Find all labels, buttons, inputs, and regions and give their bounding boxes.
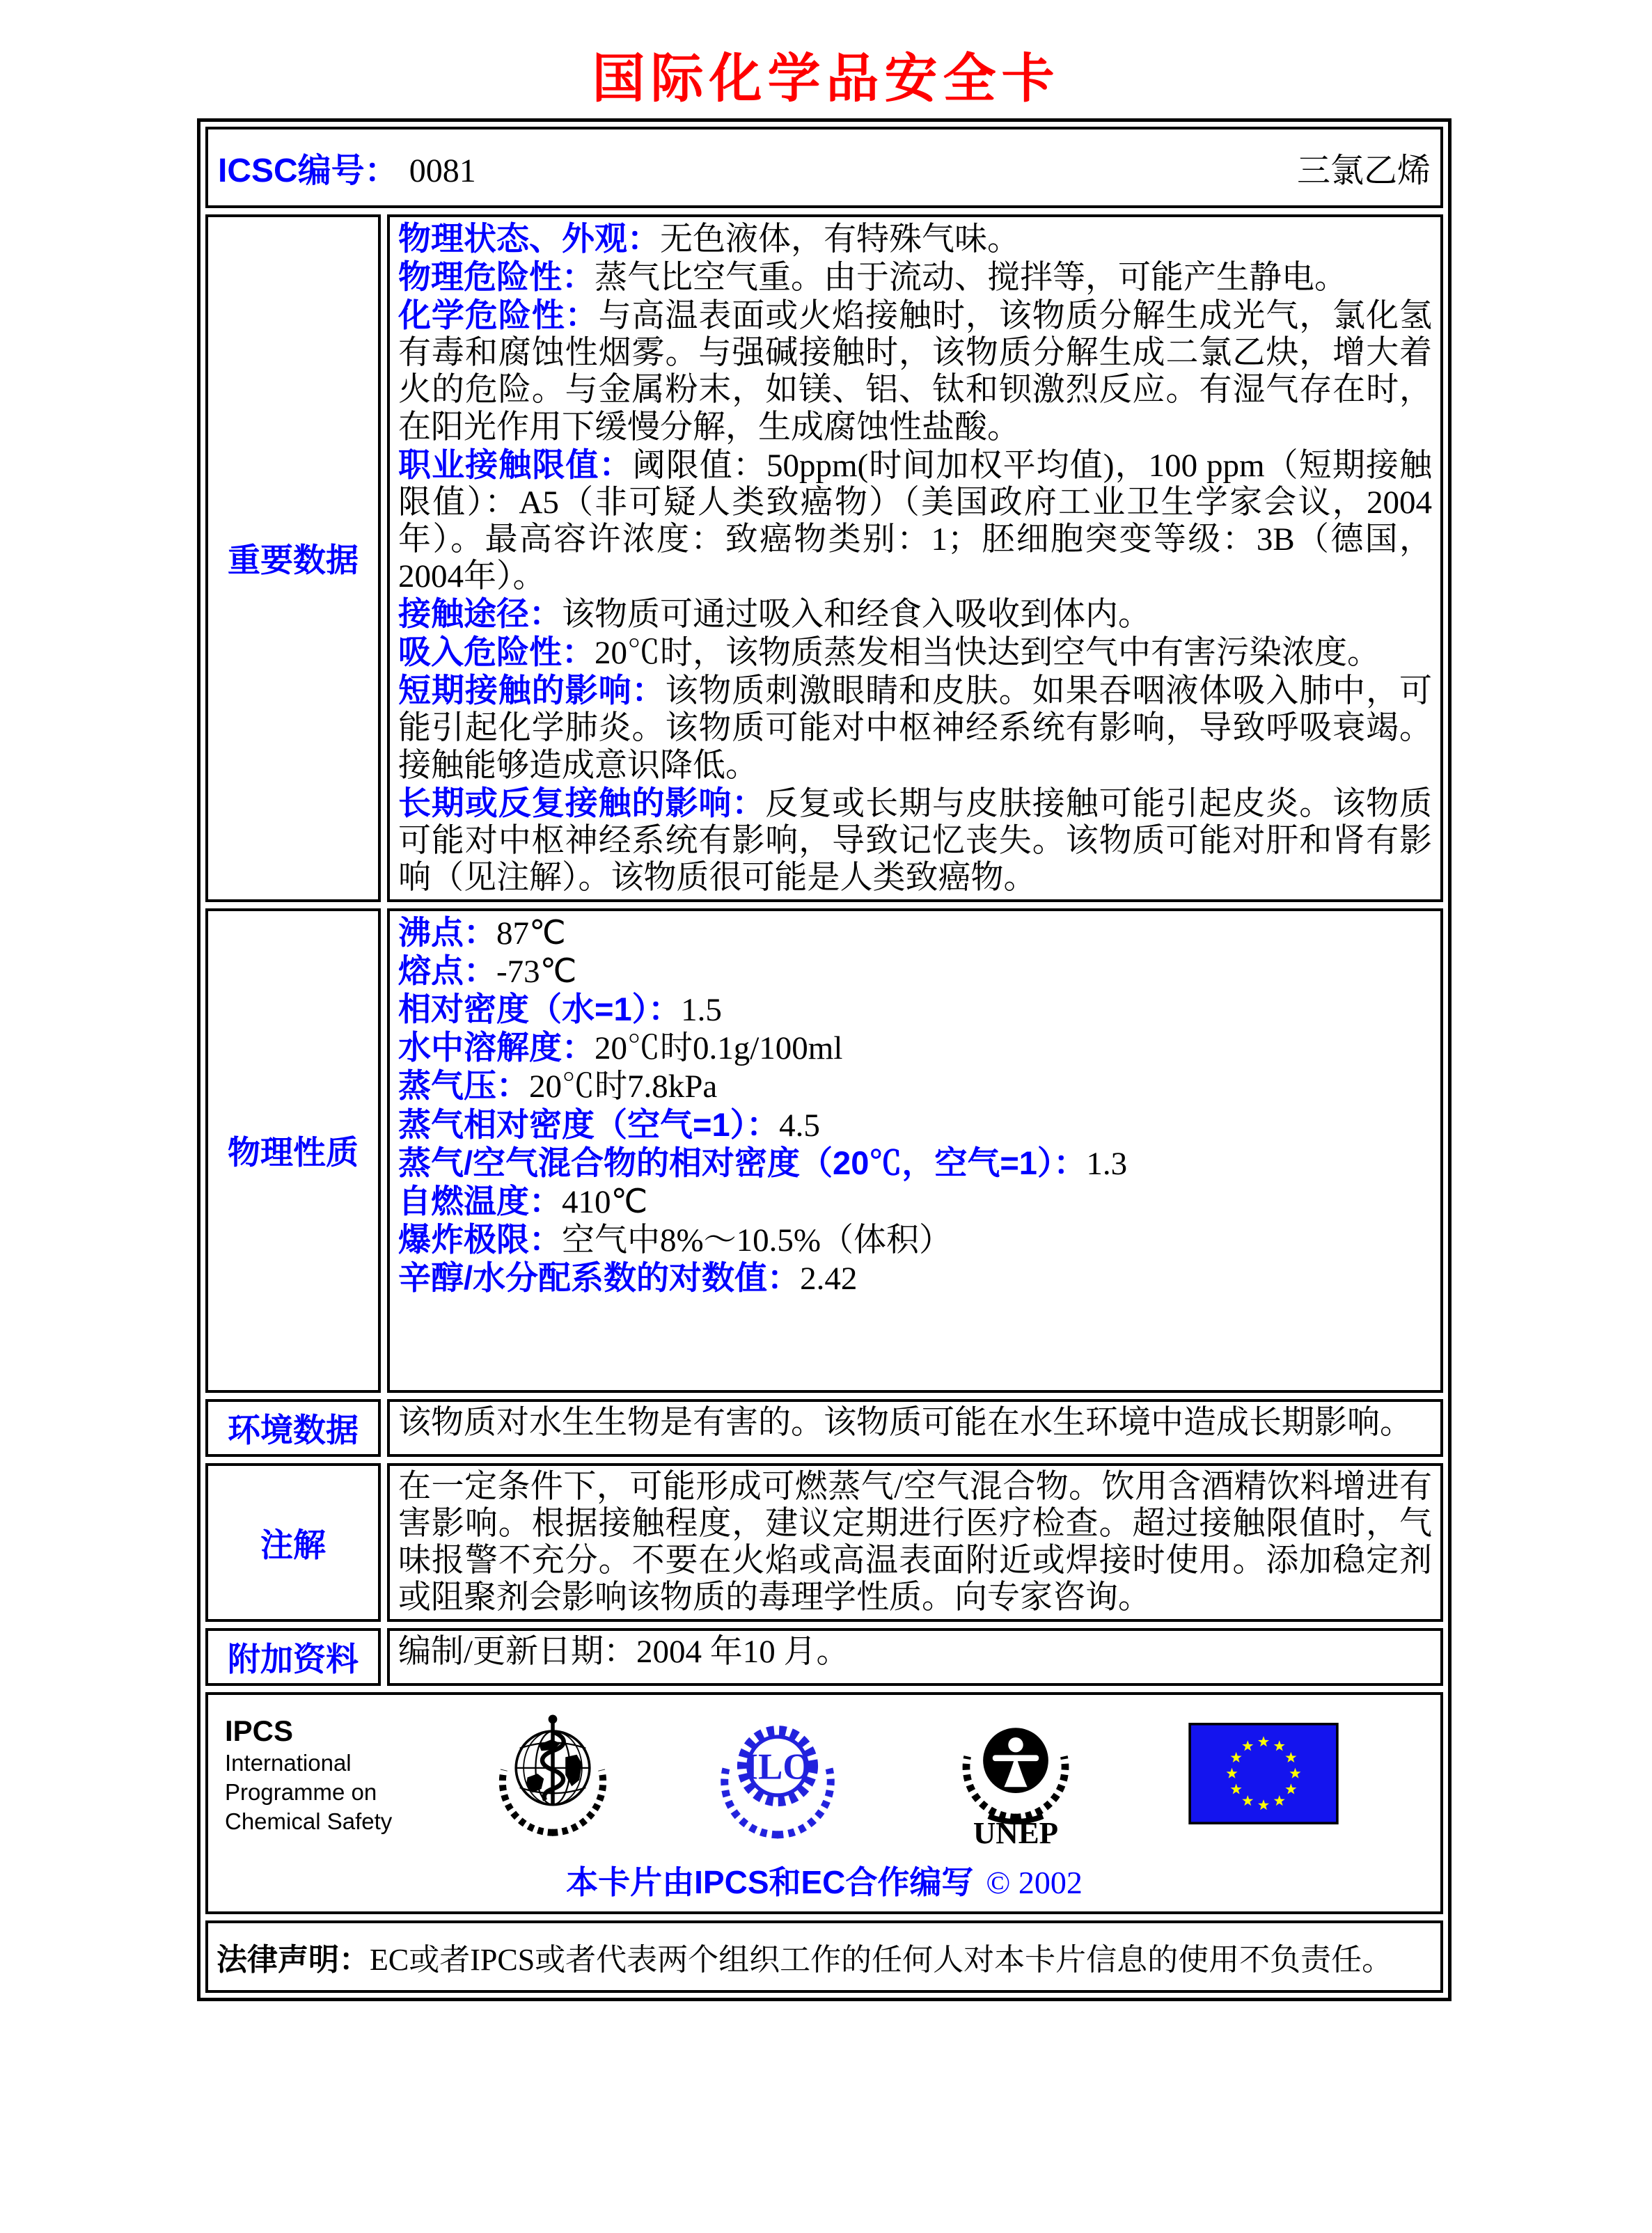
- field-chemical-dangers: 化学危险性：与高温表面或火焰接触时，该物质分解生成光气，氯化氢有毒和腐蚀性烟雾。与强碱接触时，该物质分解生成二氯乙炔，增大着火的危险。与金属粉末，如镁、铝、钛和钡激烈反应。有湿气存在时，在阳光作用下缓慢分解，生成腐蚀性盐酸。: [398, 297, 1433, 445]
- section-label-important-data: 重要数据: [205, 214, 381, 902]
- logos-row: [205, 1692, 1443, 1914]
- ipcs-line-2: Programme on: [225, 1778, 377, 1805]
- header-cell: [205, 127, 1443, 208]
- field-relative-density: 相对密度（水=1）：1.5: [398, 991, 722, 1029]
- section-row-additional-information: [205, 1628, 1443, 1686]
- field-auto-ignition-temperature: 自燃温度：410℃: [398, 1182, 648, 1220]
- legal-cell: [205, 1920, 1443, 1993]
- field-water-solubility: 水中溶解度：20℃时0.1g/100ml: [398, 1029, 843, 1067]
- section-content-additional-information: [387, 1628, 1443, 1686]
- section-label-notes: 注解: [205, 1463, 381, 1622]
- field-short-term-effects: 短期接触的影响：该物质刺激眼睛和皮肤。如果吞咽液体吸入肺中，可能引起化学肺炎。该物质可能对中枢神经系统有影响，导致呼吸衰竭。接触能够造成意识降低。: [398, 672, 1433, 784]
- credit-line: [221, 1857, 1428, 1903]
- icsc-number-value: 0081: [409, 152, 476, 189]
- unep-letters: UNEP: [973, 1815, 1058, 1851]
- field-physical-dangers: 物理危险性：蒸气比空气重。由于流动、搅拌等，可能产生静电。: [398, 258, 1347, 297]
- section-row-environmental-data: [205, 1399, 1443, 1457]
- field-octanol-water-partition: 辛醇/水分配系数的对数值：2.42: [398, 1258, 858, 1297]
- field-boiling-point: 沸点：87℃: [398, 913, 566, 952]
- section-label-environmental-data: 环境数据: [205, 1399, 381, 1457]
- section-content-environmental-data: [387, 1399, 1443, 1457]
- field-vapour-relative-density: 蒸气相对密度（空气=1）：4.5: [398, 1105, 820, 1144]
- field-explosive-limits: 爆炸极限：空气中8%～10.5%（体积）: [398, 1220, 952, 1258]
- section-label-physical-properties: 物理性质: [205, 908, 381, 1393]
- unep-logo: [940, 1707, 1092, 1850]
- ilo-letters: ILO: [744, 1746, 812, 1788]
- eu-flag: [1188, 1723, 1339, 1824]
- section-content-physical-properties: [387, 908, 1443, 1393]
- field-inhalation-risk: 吸入危险性：20℃时，该物质蒸发相当快达到空气中有害污染浓度。: [398, 633, 1380, 672]
- logos-strip: [221, 1705, 1428, 1850]
- environmental-data-text: 该物质对水生生物是有害的。该物质可能在水生环境中造成长期影响。: [398, 1404, 1413, 1441]
- icsc-table: [197, 118, 1452, 2001]
- ilo-logo: [713, 1707, 842, 1841]
- chemical-name: 三氯乙烯: [1296, 152, 1431, 189]
- ipcs-line-1: International: [225, 1749, 352, 1776]
- ipcs-logo: [225, 1707, 392, 1836]
- ipcs-acronym: IPCS: [225, 1714, 294, 1748]
- page-title: 国际化学品安全卡: [592, 50, 1060, 109]
- icsc-number-label: ICSC编号：: [218, 152, 398, 189]
- section-row-physical-properties: [205, 908, 1443, 1393]
- icsc-number-group: [218, 143, 476, 191]
- section-label-additional-information: 附加资料: [205, 1628, 381, 1686]
- additional-information-text: 编制/更新日期：2004 年10 月。: [398, 1634, 849, 1671]
- who-logo: [489, 1707, 616, 1841]
- field-vapour-pressure: 蒸气压：20℃时7.8kPa: [398, 1067, 718, 1105]
- field-occupational-exposure-limits: 职业接触限值：阈限值：50ppm(时间加权平均值)，100 ppm（短期接触限值）：A5（非可疑人类致癌物）（美国政府工业卫生学家会议，2004年）。最高容许浓度：致癌物类别：1；胚细胞突变等级：3B（德国，2004年）。: [398, 445, 1433, 594]
- field-long-term-effects: 长期或反复接触的影响：反复或长期与皮肤接触可能引起皮炎。该物质可能对中枢神经系统有影响，导致记忆丧失。该物质可能对肝和肾有影响（见注解）。该物质很可能是人类致癌物。: [398, 784, 1433, 896]
- notes-text: 在一定条件下，可能形成可燃蒸气/空气混合物。饮用含酒精饮料增进有害影响。根据接触程度，建议定期进行医疗检查。超过接触限值时，气味报警不充分。不要在火焰或高温表面附近或焊接时使用。添加稳定剂或阻聚剂会影响该物质的毒理学性质。向专家咨询。: [398, 1468, 1432, 1616]
- section-content-notes: [387, 1463, 1443, 1622]
- field-physical-state: 物理状态、外观：无色液体，有特殊气味。: [398, 220, 1020, 258]
- legal-row: [205, 1920, 1443, 1993]
- header-row: [205, 127, 1443, 208]
- copyright-text: © 2002: [986, 1865, 1083, 1901]
- field-vapour-air-mixture-density: 蒸气/空气混合物的相对密度（20℃，空气=1）：1.3: [398, 1144, 1128, 1182]
- field-routes-of-exposure: 接触途径：该物质可通过吸入和经食入吸收到体内。: [398, 595, 1151, 633]
- logos-cell: [205, 1692, 1443, 1914]
- legal-notice-text: EC或者IPCS或者代表两个组织工作的任何人对本卡片信息的使用不负责任。: [370, 1943, 1393, 1978]
- credit-text: 本卡片由IPCS和EC合作编写: [566, 1864, 974, 1901]
- field-melting-point: 熔点：-73℃: [398, 952, 577, 991]
- section-content-important-data: [387, 214, 1443, 902]
- eu-flag-wrap: [1188, 1723, 1339, 1824]
- section-row-important-data: [205, 214, 1443, 902]
- section-row-notes: [205, 1463, 1443, 1622]
- ipcs-line-3: Chemical Safety: [225, 1808, 393, 1835]
- legal-notice-label: 法律声明：: [217, 1943, 370, 1978]
